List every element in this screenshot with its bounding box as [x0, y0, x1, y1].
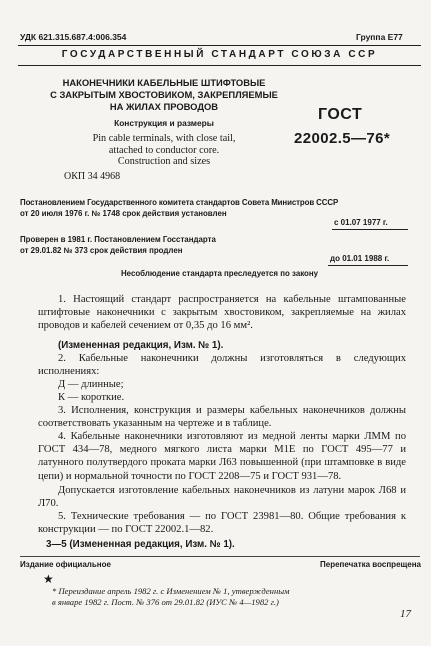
footer-rule	[20, 556, 420, 557]
check-underline	[328, 265, 408, 266]
clause-2-option-k: К — короткие.	[58, 392, 125, 403]
decree-line2: от 20 июля 1976 г. № 1748 срок действия установлен	[20, 209, 227, 218]
clause-5-note: 3—5 (Измененная редакция, Изм. № 1).	[46, 539, 235, 550]
clause-3: 3. Исполнения, конструкция и размеры кабельных наконечников должны соответствовать указанным на чертеже и в таблице.	[38, 405, 406, 430]
check-line2: от 29.01.82 № 373 срок действия продлен	[20, 246, 183, 255]
clause-4: 4. Кабельные наконечники изготовляют из медной ленты марки ЛММ по ГОСТ 434—78, медного мягкого листа марки М1Е по ГОСТ 495—77 и латунного полутвердого проката марки Л63 повышенной (при штамповке в виде цепи) и нормальной точности по ГОСТ 2208—75 и ГОСТ 931—78.	[38, 431, 406, 482]
title-en-line2: attached to conductor core.	[108, 144, 220, 156]
okp-code: ОКП 34 4968	[64, 171, 121, 182]
banner-rule	[18, 65, 421, 66]
title-ru	[30, 77, 298, 129]
decree-line1: Постановлением Государственного комитета стандартов Совета Министров СССР	[20, 198, 339, 207]
top-rule	[18, 45, 421, 46]
page-number: 17	[400, 608, 411, 620]
title-en-line1: Pin cable terminals, with close tail,	[92, 133, 236, 144]
clause-1: 1. Настоящий стандарт распространяется на кабельные штампованные штифтовые наконечники с закрытым хвостовиком, закрепляемые на жилах проводов и кабелей сечением от 0,35 до 16 мм².	[38, 294, 406, 332]
clause-2-option-d: Д — длинные;	[58, 379, 124, 390]
group-code: Группа Е77	[356, 32, 403, 42]
check-line1: Проверен в 1981 г. Постановлением Госстандарта	[20, 235, 216, 244]
gost-number: 22002.5—76*	[294, 130, 391, 147]
official-edition: Издание официальное	[20, 560, 111, 569]
decree-date-from: с 01.07 1977 г.	[334, 218, 388, 227]
title-en	[50, 133, 278, 168]
title-ru-line1: НАКОНЕЧНИКИ КАБЕЛЬНЫЕ ШТИФТОВЫЕ	[62, 77, 266, 88]
udk-code: УДК 621.315.687.4:006.354	[20, 32, 127, 42]
star-icon: ★	[43, 572, 54, 586]
reprint-note-line1: * Переиздание апрель 1982 г. с Изменением № 1, утвержденным	[52, 586, 290, 596]
clause-1-note: (Измененная редакция, Изм. № 1).	[58, 340, 224, 351]
decree-underline	[332, 229, 408, 230]
reprint-prohibited: Перепечатка воспрещена	[320, 560, 421, 569]
check-date-until: до 01.01 1988 г.	[330, 254, 390, 263]
title-ru-subtitle: Конструкция и размеры	[114, 118, 214, 128]
gost-label: ГОСТ	[318, 106, 363, 123]
title-en-line3: Construction and sizes	[117, 156, 211, 168]
title-ru-line2: С ЗАКРЫТЫМ ХВОСТОВИКОМ, ЗАКРЕПЛЯЕМЫЕ	[50, 89, 278, 100]
law-warning: Несоблюдение стандарта преследуется по закону	[120, 269, 319, 278]
clause-2: 2. Кабельные наконечники должны изготовляться в следующих исполнениях:	[38, 353, 406, 378]
reprint-note-line2: в январе 1982 г. Пост. № 376 от 29.01.82 (ИУС № 4—1982 г.)	[52, 597, 279, 607]
standard-banner: ГОСУДАРСТВЕННЫЙ СТАНДАРТ СОЮЗА ССР	[61, 49, 378, 60]
clause-5: 5. Технические требования — по ГОСТ 23981—80. Общие требования к конструкции — по ГОСТ 22002.1—82.	[38, 511, 406, 536]
clause-4-alternative: Допускается изготовление кабельных наконечников из латуни марок Л68 и Л70.	[38, 485, 406, 510]
title-ru-line3: НА ЖИЛАХ ПРОВОДОВ	[109, 101, 219, 112]
